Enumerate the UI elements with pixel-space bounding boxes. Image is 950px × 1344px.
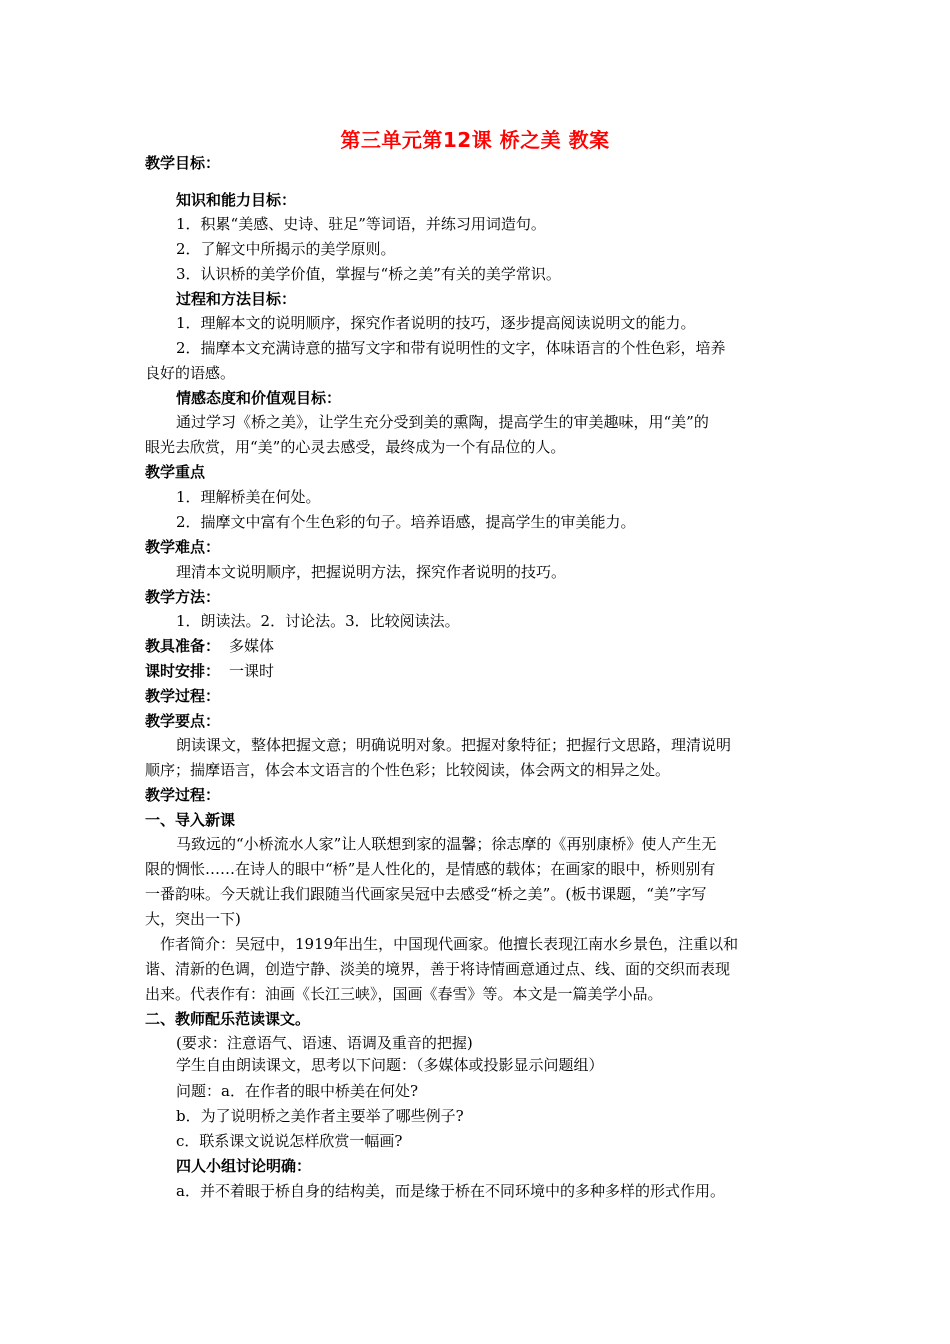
heading-teaching-process: 教学过程： bbox=[145, 687, 221, 705]
heading-difficulties: 教学难点： bbox=[145, 538, 221, 556]
heading-model-reading: 二、教师配乐范读课文。 bbox=[145, 1010, 311, 1028]
text-line: b．为了说明桥之美作者主要举了哪些例子? bbox=[176, 1107, 464, 1125]
text-line: 学生自由朗读课文，思考以下问题：（多媒体或投影显示问题组） bbox=[176, 1056, 604, 1074]
text-line: 谐、清新的色调，创造宁静、淡美的境界，善于将诗情画意通过点、线、面的交织而表现 bbox=[145, 960, 731, 978]
subheading-group-discussion: 四人小组讨论明确： bbox=[176, 1157, 312, 1175]
text-line: 2．揣摩本文充满诗意的描写文字和带有说明性的文字，体味语言的个性色彩，培养 bbox=[176, 339, 726, 357]
text-line: 限的惆怅……在诗人的眼中“桥”是人性化的，是情感的载体；在画家的眼中，桥则别有 bbox=[145, 860, 716, 878]
heading-teaching-essentials: 教学要点： bbox=[145, 712, 221, 730]
document-title: 第三单元第12课 桥之美 教案 bbox=[340, 128, 610, 152]
text-line: a．并不着眼于桥自身的结构美，而是缘于桥在不同环境中的多种多样的形式作用。 bbox=[176, 1182, 725, 1200]
heading-introduction: 一、导入新课 bbox=[145, 811, 236, 829]
text-line: 通过学习《桥之美》，让学生充分受到美的熏陶，提高学生的审美趣味，用“美”的 bbox=[176, 413, 709, 431]
text-line: 1．朗读法。2．讨论法。3．比较阅读法。 bbox=[176, 612, 460, 630]
label-teaching-aids: 教具准备： bbox=[145, 637, 221, 655]
text-line: 马致远的“小桥流水人家”让人联想到家的温馨；徐志摩的《再别康桥》使人产生无 bbox=[176, 835, 717, 853]
text-line: 2．了解文中所揭示的美学原则。 bbox=[176, 240, 396, 258]
value-class-hours: 一课时 bbox=[229, 662, 275, 680]
text-line: 大，突出一下) bbox=[145, 910, 241, 928]
text-line: 良好的语感。 bbox=[145, 364, 236, 382]
heading-teaching-process-2: 教学过程： bbox=[145, 786, 221, 804]
text-line: 一番韵味。今天就让我们跟随当代画家吴冠中去感受“桥之美”。(板书课题，“美”字写 bbox=[145, 885, 707, 903]
heading-key-points: 教学重点 bbox=[145, 463, 206, 481]
subheading-emotion-goals: 情感态度和价值观目标： bbox=[176, 389, 342, 407]
subheading-process-goals: 过程和方法目标： bbox=[176, 290, 297, 308]
text-line: c．联系课文说说怎样欣赏一幅画? bbox=[176, 1132, 403, 1150]
text-line: 理清本文说明顺序，把握说明方法，探究作者说明的技巧。 bbox=[176, 563, 567, 581]
text-line: 出来。代表作有：油画《长江三峡》，国画《春雪》等。本文是一篇美学小品。 bbox=[145, 985, 663, 1003]
text-line: 1．理解桥美在何处。 bbox=[176, 488, 321, 506]
text-line: 3．认识桥的美学价值，掌握与“桥之美”有关的美学常识。 bbox=[176, 265, 561, 283]
text-line: 1．积累“美感、史诗、驻足”等词语，并练习用词造句。 bbox=[176, 215, 546, 233]
text-line: 1．理解本文的说明顺序，探究作者说明的技巧，逐步提高阅读说明文的能力。 bbox=[176, 314, 696, 332]
subheading-knowledge-goals: 知识和能力目标： bbox=[176, 191, 297, 209]
text-line: 问题：a．在作者的眼中桥美在何处? bbox=[176, 1082, 418, 1100]
label-class-hours: 课时安排： bbox=[145, 662, 221, 680]
text-line: 顺序；揣摩语言，体会本文语言的个性色彩；比较阅读，体会两文的相异之处。 bbox=[145, 761, 671, 779]
value-teaching-aids: 多媒体 bbox=[229, 637, 275, 655]
text-line: 作者简介：吴冠中，1919年出生，中国现代画家。他擅长表现江南水乡景色，注重以和 bbox=[160, 935, 739, 953]
text-line: 朗读课文，整体把握文意；明确说明对象。把握对象特征；把握行文思路，理清说明 bbox=[176, 736, 732, 754]
heading-methods: 教学方法： bbox=[145, 588, 221, 606]
text-line: 2．揣摩文中富有个生色彩的句子。培养语感，提高学生的审美能力。 bbox=[176, 513, 636, 531]
heading-teaching-goals: 教学目标： bbox=[145, 154, 221, 172]
text-line: (要求：注意语气、语速、语调及重音的把握) bbox=[176, 1034, 473, 1052]
text-line: 眼光去欣赏，用“美”的心灵去感受，最终成为一个有品位的人。 bbox=[145, 438, 566, 456]
